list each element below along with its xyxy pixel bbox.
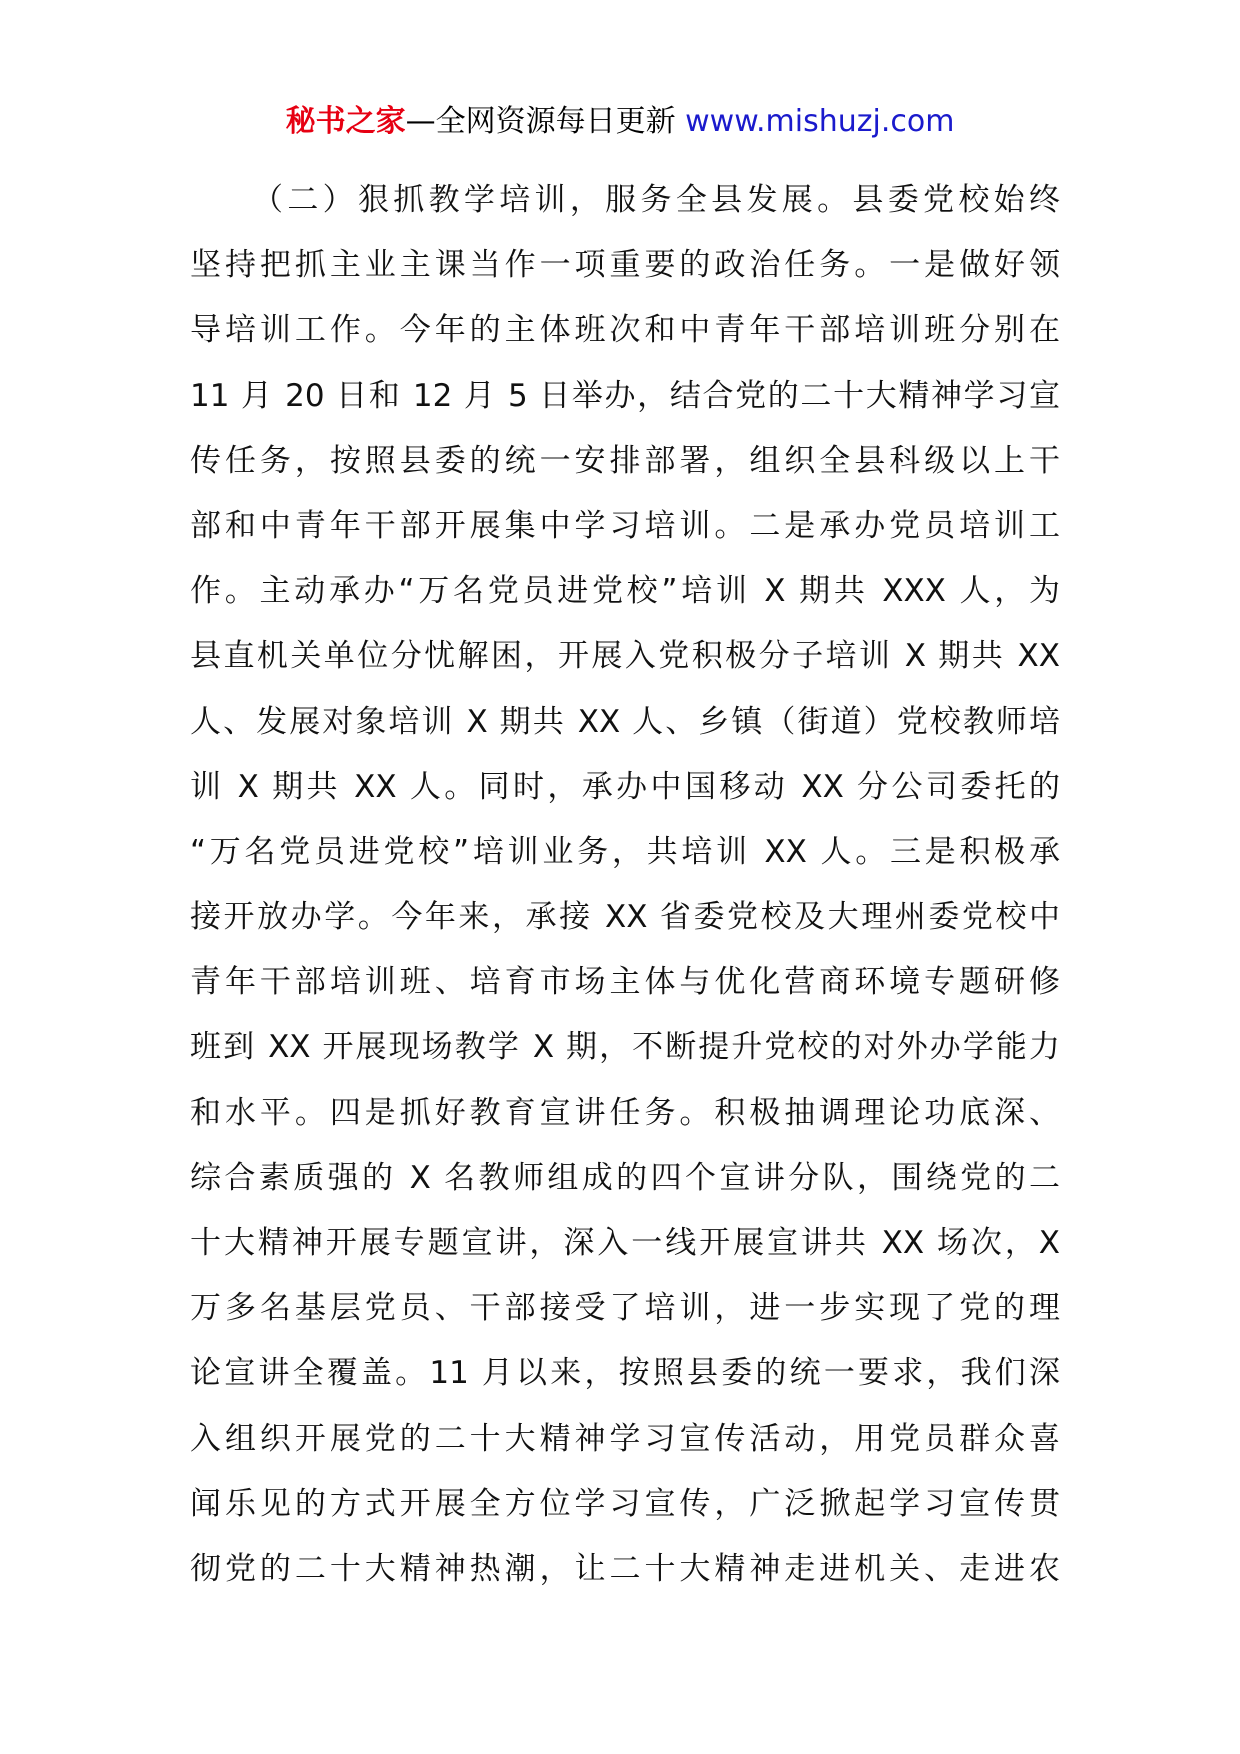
text-line: 部和中青年干部开展集中学习培训。二是承办党员培训工 [190,507,1060,544]
text-line: 闻乐见的方式开展全方位学习宣传，广泛掀起学习宣传贯 [190,1485,1060,1522]
text-line: 人、发展对象培训 X 期共 XX 人、乡镇（街道）党校教师培 [190,703,1060,740]
text-line: 综合素质强的 X 名教师组成的四个宣讲分队，围绕党的二 [190,1159,1060,1196]
text-line: 坚持把抓主业主课当作一项重要的政治任务。一是做好领 [190,247,1060,284]
text-line: 训 X 期共 XX 人。同时，承办中国移动 XX 分公司委托的 [190,768,1060,805]
text-line: 传任务，按照县委的统一安排部署，组织全县科级以上干 [190,442,1060,479]
text-line: （二）狠抓教学培训，服务全县发展。县委党校始终 [252,182,1060,218]
text-line: 论宣讲全覆盖。11 月以来，按照县委的统一要求，我们深 [190,1355,1060,1392]
text-line: 11 月 20 日和 12 月 5 日举办，结合党的二十大精神学习宣 [190,377,1060,414]
text-line: 彻党的二十大精神热潮，让二十大精神走进机关、走进农 [190,1550,1060,1587]
text-line: 十大精神开展专题宣讲，深入一线开展宣讲共 XX 场次，X [190,1225,1060,1261]
text-line: 万多名基层党员、干部接受了培训，进一步实现了党的理 [190,1290,1060,1327]
text-line: 班到 XX 开展现场教学 X 期，不断提升党校的对外办学能力 [190,1029,1060,1066]
text-line: 青年干部培训班、培育市场主体与优化营商环境专题研修 [190,964,1060,1001]
text-line: 导培训工作。今年的主体班次和中青年干部培训班分别在 [190,312,1060,349]
text-line: 入组织开展党的二十大精神学习宣传活动，用党员群众喜 [190,1420,1060,1457]
text-line: 作。主动承办“万名党员进党校”培训 X 期共 XXX 人，为 [190,573,1060,610]
text-line: 接开放办学。今年来，承接 XX 省委党校及大理州委党校中 [190,899,1060,936]
text-line: 和水平。四是抓好教育宣讲任务。积极抽调理论功底深、 [190,1094,1060,1131]
body-paragraph [190,168,1060,1602]
header-tagline: —全网资源每日更新 [405,104,676,139]
brand-name: 秘书之家 [285,104,406,139]
text-line: “万名党员进党校”培训业务，共培训 XX 人。三是积极承 [190,833,1060,870]
website-link[interactable]: www.mishuzj.com [685,104,955,139]
page-header [0,100,1240,144]
text-line: 县直机关单位分忧解困，开展入党积极分子培训 X 期共 XX [190,638,1060,675]
